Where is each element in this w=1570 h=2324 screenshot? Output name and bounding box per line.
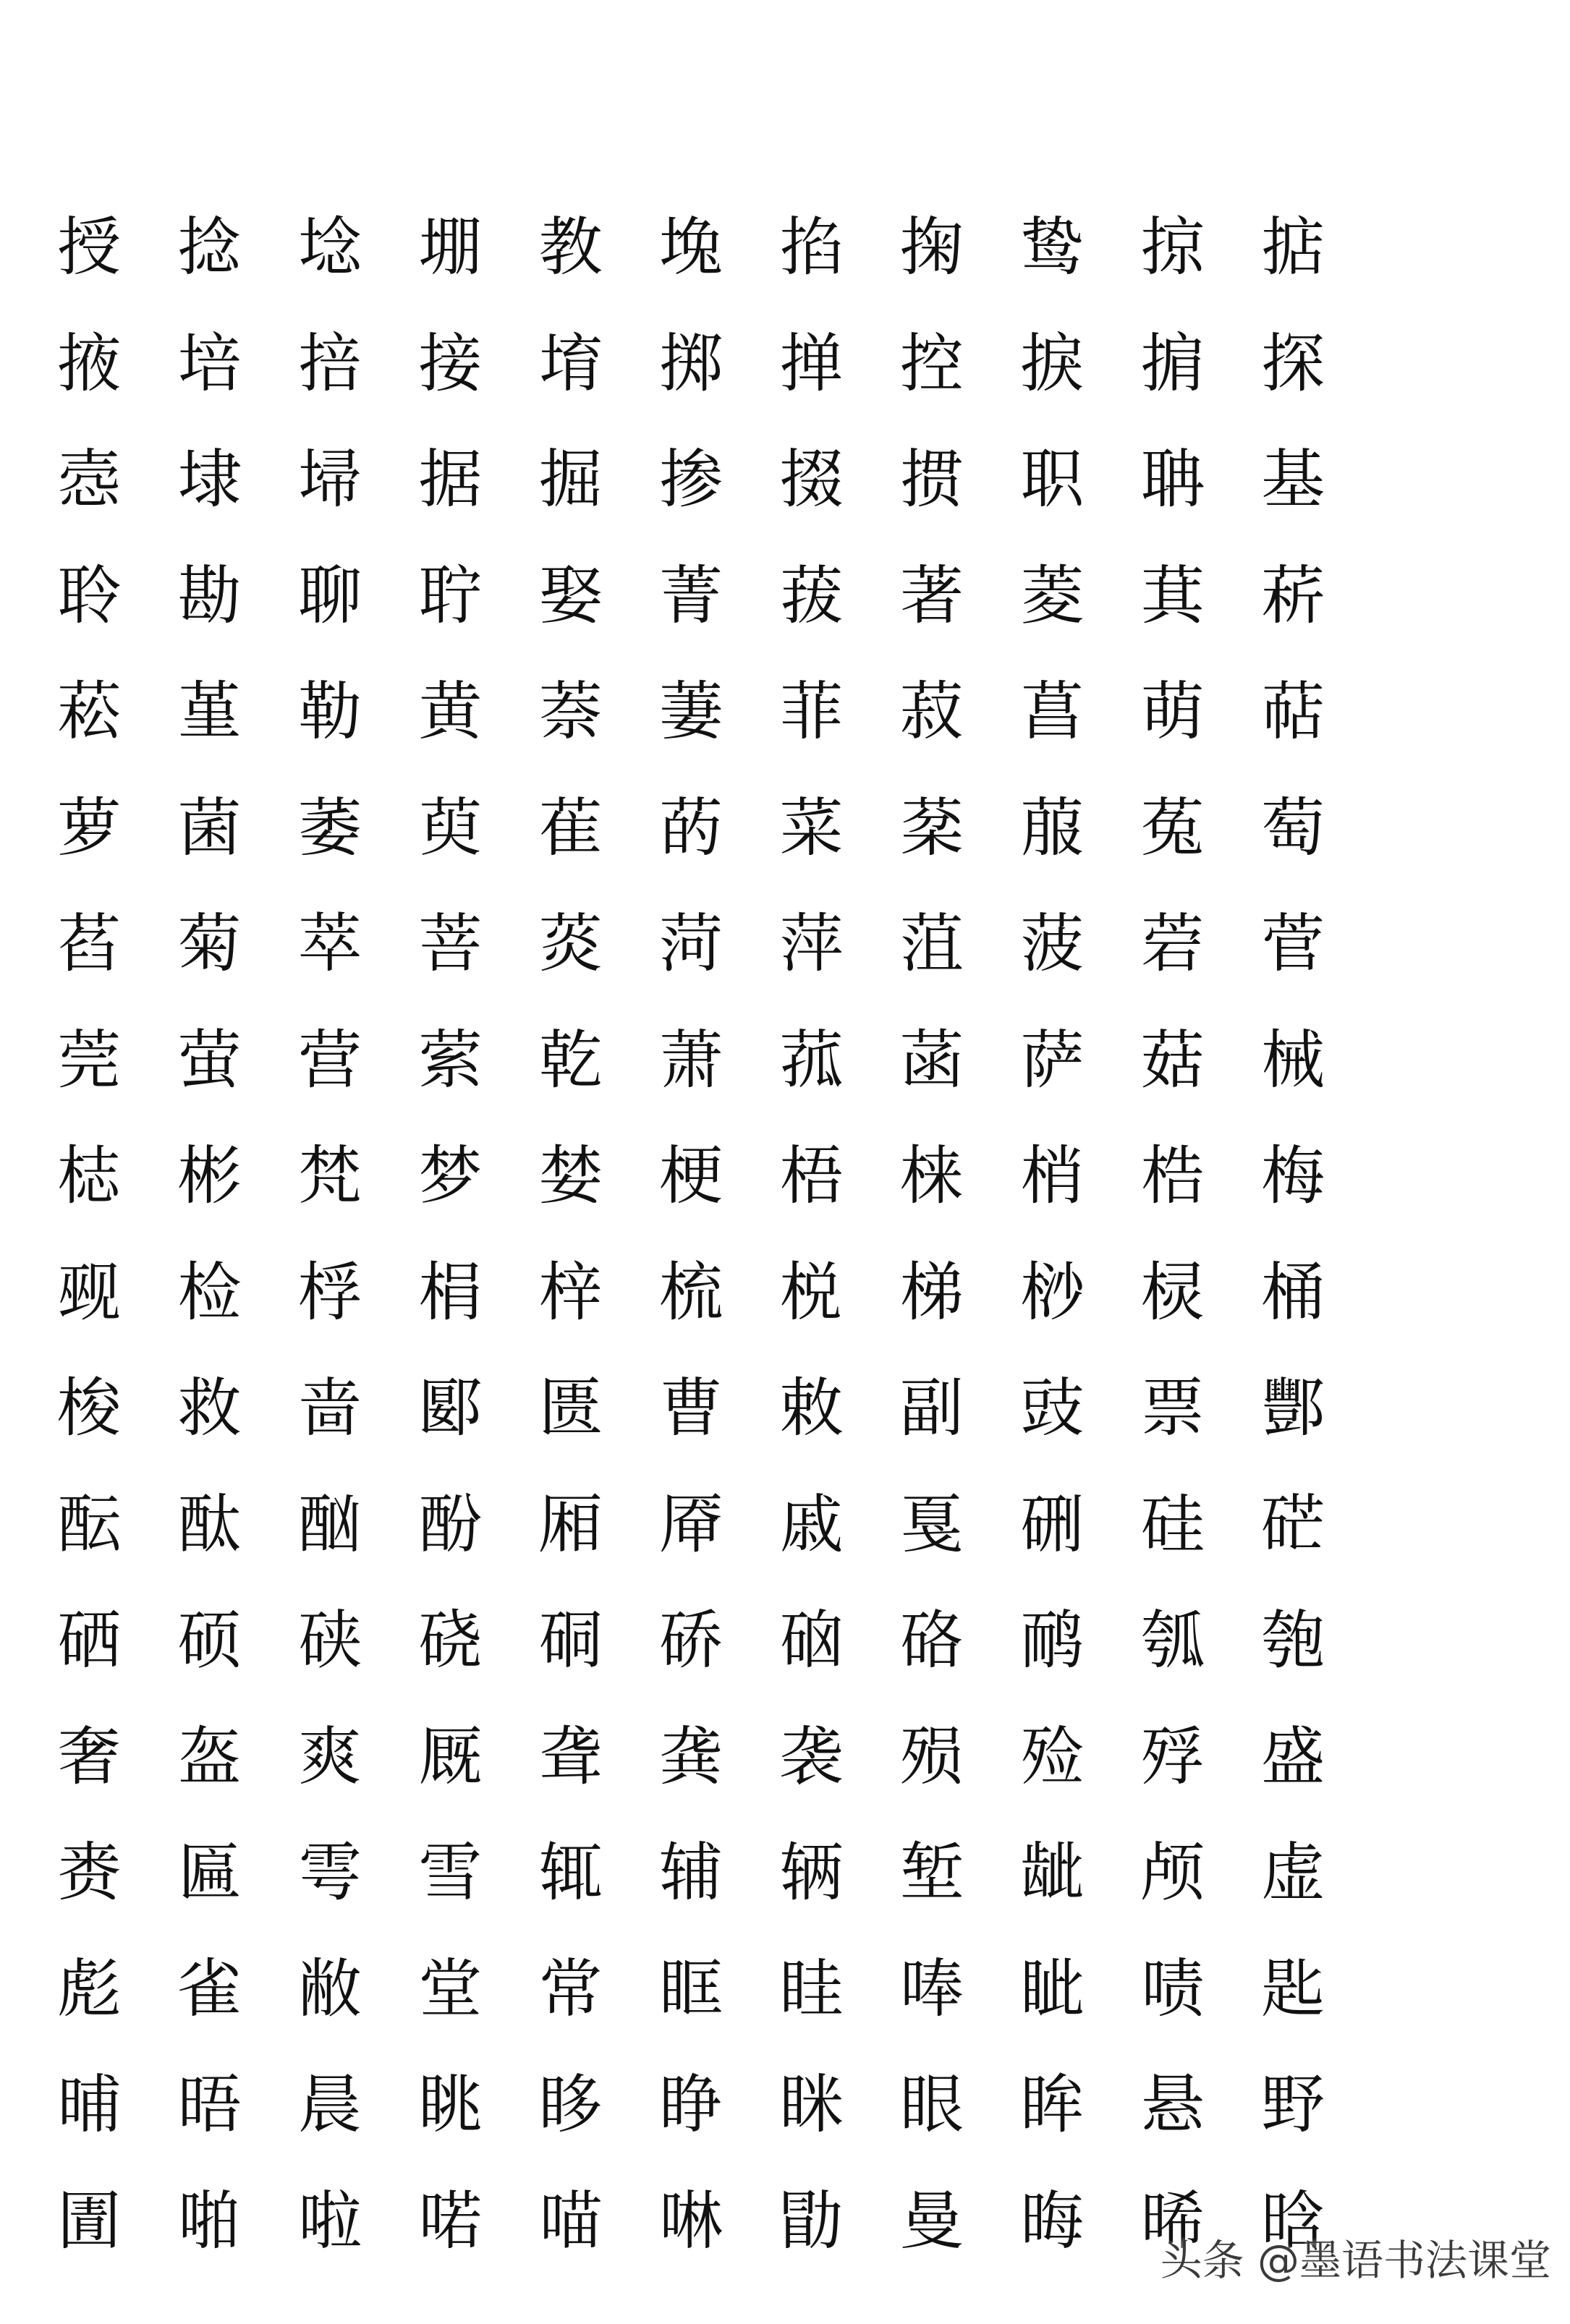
character-cell: 殒	[899, 1719, 964, 1794]
character-cell: 晗	[1261, 2183, 1325, 2258]
character-cell: 盔	[177, 1719, 242, 1794]
character-cell: 菹	[899, 906, 964, 982]
character-cell: 桴	[297, 1254, 362, 1329]
character-cell: 硇	[779, 1603, 844, 1678]
character-cell: 掠	[1140, 210, 1205, 285]
character-cell: 掬	[899, 210, 964, 285]
character-cell: 授	[57, 210, 122, 285]
character-cell: 菇	[1140, 1022, 1205, 1097]
character-cell: 菁	[659, 558, 724, 633]
character-grid	[29, 190, 1353, 2279]
character-cell: 掘	[538, 442, 603, 517]
character-cell: 棁	[779, 1254, 844, 1329]
character-cell: 菘	[57, 674, 122, 749]
character-cell: 堉	[538, 325, 603, 401]
character-cell: 啪	[177, 2183, 242, 2258]
character-cell: 奢	[57, 1719, 122, 1794]
character-cell: 龚	[659, 1719, 724, 1794]
character-cell: 聋	[538, 1719, 603, 1794]
character-cell: 埭	[177, 442, 242, 517]
character-cell: 培	[177, 325, 242, 401]
character-cell: 菌	[177, 790, 242, 865]
character-cell: 殓	[1020, 1719, 1085, 1794]
character-cell: 晤	[177, 2067, 242, 2142]
character-cell: 硒	[57, 1603, 122, 1678]
watermark: 头条 @墨语书法课堂	[1160, 2236, 1551, 2285]
character-cell: 菖	[1020, 674, 1085, 749]
character-cell: 掖	[57, 325, 122, 401]
character-cell: 彪	[57, 1951, 122, 2026]
character-cell: 梵	[297, 1138, 362, 1214]
character-cell: 萨	[1020, 1022, 1085, 1097]
character-cell: 梓	[538, 1254, 603, 1329]
character-cell: 掊	[297, 325, 362, 401]
character-cell: 眸	[1020, 2067, 1085, 2142]
character-cell: 救	[177, 1371, 242, 1446]
character-cell: 硚	[659, 1603, 724, 1678]
character-cell: 堑	[899, 1835, 964, 1910]
character-cell: 眭	[779, 1951, 844, 2026]
character-cell: 黄	[418, 674, 483, 749]
character-cell: 萌	[1140, 674, 1205, 749]
character-cell: 匙	[1261, 1951, 1325, 2026]
character-cell: 瓠	[1140, 1603, 1205, 1678]
character-cell: 菰	[779, 1022, 844, 1097]
character-cell: 棻	[899, 790, 964, 865]
character-cell: 职	[1020, 442, 1085, 517]
character-cell: 萝	[57, 790, 122, 865]
character-cell: 眦	[1020, 1951, 1085, 2026]
character-cell: 鸷	[1020, 210, 1085, 285]
character-cell: 萄	[1261, 790, 1325, 865]
character-cell: 悫	[57, 442, 122, 517]
character-cell: 埝	[297, 210, 362, 285]
character-cell: 酝	[57, 1486, 122, 1562]
character-cell: 副	[899, 1371, 964, 1446]
character-cell: 晞	[1140, 2183, 1205, 2258]
character-cell: 曹	[659, 1371, 724, 1446]
character-cell: 聃	[1140, 442, 1205, 517]
character-cell: 营	[297, 1022, 362, 1097]
character-cell: 常	[538, 1951, 603, 2026]
character-cell: 聍	[418, 558, 483, 633]
character-cell: 梋	[418, 1254, 483, 1329]
character-cell: 萎	[297, 790, 362, 865]
character-cell: 晦	[1020, 2183, 1085, 2258]
character-cell: 掇	[779, 442, 844, 517]
character-cell: 埽	[297, 442, 362, 517]
character-cell: 曼	[899, 2183, 964, 2258]
character-cell: 眯	[779, 2067, 844, 2142]
character-cell: 颅	[1140, 1835, 1205, 1910]
character-cell: 掮	[1140, 325, 1205, 401]
character-cell: 梭	[57, 1371, 122, 1446]
character-cell: 捻	[177, 210, 242, 285]
character-cell: 硎	[1020, 1486, 1085, 1562]
character-cell: 堇	[177, 674, 242, 749]
character-cell: 菊	[177, 906, 242, 982]
character-cell: 喏	[418, 2183, 483, 2258]
character-cell: 雪	[418, 1835, 483, 1910]
character-cell: 虚	[1261, 1835, 1325, 1910]
character-cell: 匏	[1261, 1603, 1325, 1678]
character-cell: 梦	[418, 1138, 483, 1214]
character-cell: 赉	[57, 1835, 122, 1910]
character-cell: 喵	[538, 2183, 603, 2258]
character-cell: 啦	[297, 2183, 362, 2258]
character-cell: 接	[418, 325, 483, 401]
character-cell: 硌	[899, 1603, 964, 1678]
character-cell: 捩	[1020, 325, 1085, 401]
character-cell: 菩	[418, 906, 483, 982]
character-cell: 勘	[177, 558, 242, 633]
character-cell: 菪	[1140, 906, 1205, 982]
character-cell: 聊	[297, 558, 362, 633]
character-cell: 晨	[297, 2067, 362, 2142]
character-cell: 眶	[659, 1951, 724, 2026]
character-cell: 乾	[538, 1022, 603, 1097]
character-cell: 基	[1261, 442, 1325, 517]
character-cell: 菅	[1261, 906, 1325, 982]
character-cell: 堍	[659, 210, 724, 285]
character-cell: 控	[899, 325, 964, 401]
character-cell: 彬	[177, 1138, 242, 1214]
character-cell: 硕	[177, 1603, 242, 1678]
character-cell: 菡	[899, 1022, 964, 1097]
character-cell: 硗	[418, 1603, 483, 1678]
character-cell: 龇	[1020, 1835, 1085, 1910]
character-cell: 硭	[1261, 1486, 1325, 1562]
character-cell: 雀	[177, 1951, 242, 2026]
character-cell: 睁	[659, 2067, 724, 2142]
character-cell: 萤	[177, 1022, 242, 1097]
character-cell: 硅	[1140, 1486, 1205, 1562]
character-cell: 掼	[899, 442, 964, 517]
character-cell: 菔	[1020, 790, 1085, 865]
character-cell: 梽	[57, 1138, 122, 1214]
character-cell: 菽	[899, 674, 964, 749]
character-cell: 掷	[659, 325, 724, 401]
character-cell: 硐	[538, 1603, 603, 1678]
character-cell: 掺	[659, 442, 724, 517]
character-cell: 萜	[1261, 674, 1325, 749]
character-cell: 盛	[1261, 1719, 1325, 1794]
character-cell: 梳	[659, 1254, 724, 1329]
character-cell: 袭	[779, 1719, 844, 1794]
character-cell: 辅	[659, 1835, 724, 1910]
character-cell: 萋	[659, 674, 724, 749]
character-cell: 鸸	[1020, 1603, 1085, 1678]
character-cell: 豉	[1020, 1371, 1085, 1446]
character-cell: 眼	[899, 2067, 964, 2142]
character-cell: 酆	[1261, 1371, 1325, 1446]
character-cell: 辄	[538, 1835, 603, 1910]
character-cell: 婪	[538, 1138, 603, 1214]
character-cell: 掂	[1261, 210, 1325, 285]
character-cell: 棂	[1140, 1254, 1205, 1329]
character-cell: 梅	[1261, 1138, 1325, 1214]
character-cell: 萍	[779, 906, 844, 982]
character-cell: 教	[538, 210, 603, 285]
character-cell: 酗	[297, 1486, 362, 1562]
character-cell: 觋	[57, 1254, 122, 1329]
character-cell: 梗	[659, 1138, 724, 1214]
character-cell: 莞	[57, 1022, 122, 1097]
character-cell: 辆	[779, 1835, 844, 1910]
character-cell: 勖	[779, 2183, 844, 2258]
character-cell: 眵	[538, 2067, 603, 2142]
character-cell: 掐	[779, 210, 844, 285]
character-cell: 据	[418, 442, 483, 517]
character-cell: 聆	[57, 558, 122, 633]
character-cell: 梯	[899, 1254, 964, 1329]
character-cell: 桫	[1020, 1254, 1085, 1329]
character-cell: 梧	[779, 1138, 844, 1214]
character-cell: 戚	[779, 1486, 844, 1562]
character-cell: 殍	[1140, 1719, 1205, 1794]
character-cell: 堋	[418, 210, 483, 285]
character-cell: 著	[899, 558, 964, 633]
character-cell: 晡	[57, 2067, 122, 2142]
character-cell: 菼	[538, 906, 603, 982]
character-cell: 萸	[418, 790, 483, 865]
character-cell: 菜	[779, 790, 844, 865]
character-cell: 堂	[418, 1951, 483, 2026]
character-cell: 探	[1261, 325, 1325, 401]
character-cell: 雩	[297, 1835, 362, 1910]
character-cell: 菲	[779, 674, 844, 749]
character-cell: 菱	[1020, 558, 1085, 633]
character-cell: 菝	[779, 558, 844, 633]
character-cell: 萦	[418, 1022, 483, 1097]
character-cell: 啉	[659, 2183, 724, 2258]
character-cell: 检	[177, 1254, 242, 1329]
character-cell: 匾	[177, 1835, 242, 1910]
character-cell: 悬	[1140, 2067, 1205, 2142]
character-cell: 硖	[297, 1603, 362, 1678]
character-cell: 厣	[659, 1486, 724, 1562]
character-cell: 爽	[297, 1719, 362, 1794]
character-cell: 萑	[538, 790, 603, 865]
character-cell: 桶	[1261, 1254, 1325, 1329]
character-cell: 菠	[1020, 906, 1085, 982]
character-cell: 梏	[1140, 1138, 1205, 1214]
character-cell: 眺	[418, 2067, 483, 2142]
character-cell: 唪	[899, 1951, 964, 2026]
character-cell: 戛	[899, 1486, 964, 1562]
character-cell: 梾	[899, 1138, 964, 1214]
character-cell: 酞	[177, 1486, 242, 1562]
character-cell: 啧	[1140, 1951, 1205, 2026]
character-cell: 票	[1140, 1371, 1205, 1446]
character-cell: 菂	[659, 790, 724, 865]
character-cell: 萁	[1140, 558, 1205, 633]
character-cell: 萏	[57, 906, 122, 982]
character-cell: 圊	[57, 2183, 122, 2258]
character-cell: 菏	[659, 906, 724, 982]
character-cell: 厢	[538, 1486, 603, 1562]
character-cell: 酚	[418, 1486, 483, 1562]
character-cell: 娶	[538, 558, 603, 633]
character-cell: 菟	[1140, 790, 1205, 865]
character-cell: 械	[1261, 1022, 1325, 1097]
character-cell: 啬	[297, 1371, 362, 1446]
character-cell: 掸	[779, 325, 844, 401]
character-cell: 厩	[418, 1719, 483, 1794]
character-cell: 萃	[297, 906, 362, 982]
character-cell: 梢	[1020, 1138, 1085, 1214]
character-cell: 菥	[1261, 558, 1325, 633]
character-cell: 野	[1261, 2067, 1325, 2142]
character-cell: 郾	[418, 1371, 483, 1446]
character-cell: 萘	[538, 674, 603, 749]
character-cell: 萧	[659, 1022, 724, 1097]
character-cell: 敝	[297, 1951, 362, 2026]
character-cell: 匮	[538, 1371, 603, 1446]
character-cell: 敕	[779, 1371, 844, 1446]
character-cell: 勒	[297, 674, 362, 749]
